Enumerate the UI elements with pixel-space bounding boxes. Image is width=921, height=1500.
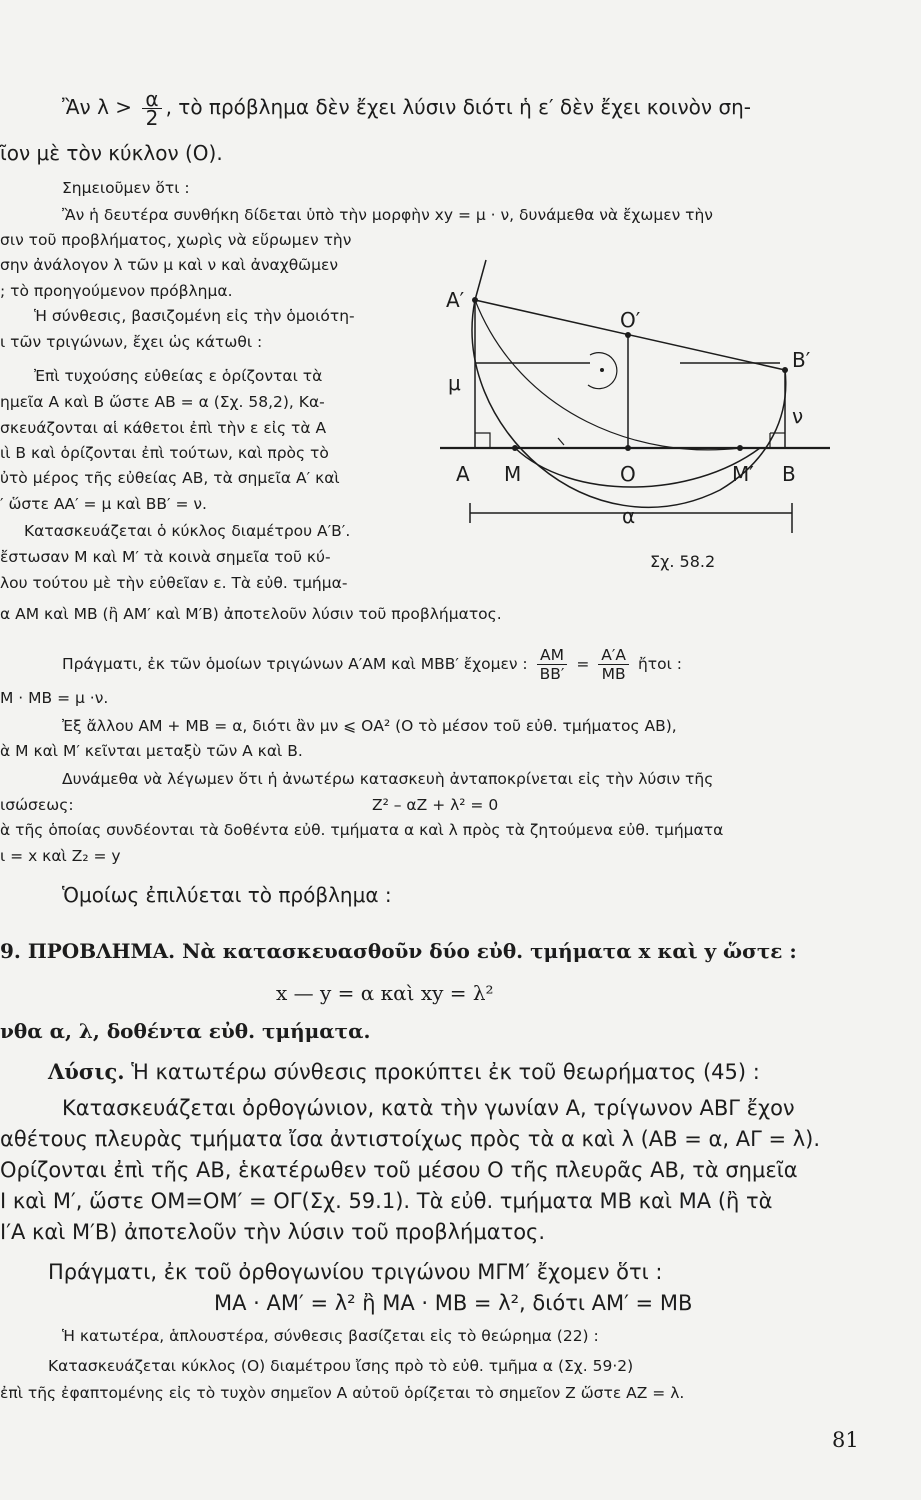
text-line: ὰ Μ καὶ Μ′ κεῖνται μεταξὺ τῶν Α καὶ Β. (0, 742, 303, 760)
text-line: Ἐξ ἄλλου ΑΜ + ΜΒ = α, διότι ἂν μν ⩽ ΟΑ² (Ο τὸ μέσον τοῦ εὐθ. τμήματος ΑΒ), (62, 717, 677, 735)
label-m-prime: Μ′ (732, 462, 754, 486)
text-line: ι τῶν τριγώνων, ἔχει ὡς κάτωθι : (0, 333, 263, 351)
label-o-prime: Ο′ (620, 308, 641, 332)
text-line: ῖον μὲ τὸν κύκλον (Ο). (0, 141, 223, 165)
text-line: σκευάζονται αἱ κάθετοι ἐπὶ τὴν ε εἰς τὰ Α (0, 419, 327, 437)
text-line: Ὁμοίως ἐπιλύεται τὸ πρόβλημα : (62, 883, 392, 907)
text-span: ἤτοι : (637, 655, 682, 673)
text-line: Ἡ σύνθεσις, βασιζομένη εἰς τὴν ὁμοιότη- (34, 307, 355, 325)
text-line: ἔστωσαν Μ καὶ Μ′ τὰ κοινὰ σημεῖα τοῦ κύ- (0, 548, 331, 566)
label-mu: μ (448, 371, 461, 395)
text-line: Ι′Α καὶ Μ′Β) ἀποτελοῦν τὴν λύσιν τοῦ προβλήματος. (0, 1220, 546, 1244)
text-line: ; τὸ προηγούμενον πρόβλημα. (0, 282, 233, 300)
text-line: α ΑΜ καὶ ΜΒ (ἢ ΑΜ′ καὶ Μ′Β) ἀποτελοῦν λύσιν τοῦ προβλήματος. (0, 605, 502, 623)
circle-arc-bottom (515, 448, 760, 487)
text-line: ημεῖα Α καὶ Β ὥστε ΑΒ = α (Σχ. 58,2), Κα- (0, 393, 325, 411)
text-line: λου τούτου μὲ τὴν εὐθεῖαν ε. Τὰ εὐθ. τμήμα- (0, 574, 348, 592)
label-b-prime: Β′ (792, 348, 811, 372)
text-line: σην ἀνάλογον λ τῶν μ καὶ ν καὶ ἀναχθῶμεν (0, 256, 339, 274)
text-line: σιν τοῦ προβλήματος, χωρὶς νὰ εὕρωμεν τὴν (0, 231, 352, 249)
equals-sign: = (576, 655, 590, 673)
fraction (142, 87, 161, 130)
text-line: ισώσεως: (0, 796, 74, 814)
text-line: αθέτους πλευρὰς τμήματα ἴσα ἀντιστοίχως πρὸς τὰ α καὶ λ (ΑΒ = α, ΑΓ = λ). (0, 1127, 821, 1151)
text-line: Ορίζονται ἐπὶ τῆς ΑΒ, ἑκατέρωθεν τοῦ μέσου Ο τῆς πλευρᾶς ΑΒ, τὰ σημεῖα (0, 1158, 798, 1182)
text-span: Ἡ κατωτέρω σύνθεσις προκύπτει ἐκ τοῦ θεωρήματος (45) : (131, 1060, 760, 1084)
fraction-denominator: 2 (145, 106, 159, 130)
fraction-numerator: α (142, 90, 161, 109)
label-m: Μ (504, 462, 522, 486)
text-line (62, 87, 752, 130)
text-line: Ἡ κατωτέρα, ἁπλουστέρα, σύνθεσις βασίζεται εἰς τὸ θεώρημα (22) : (62, 1327, 599, 1345)
text-line: Μ · ΜΒ = μ ·ν. (0, 689, 109, 707)
page-number: 81 (832, 1428, 859, 1452)
solution-label: Λύσις. (48, 1059, 125, 1084)
text-line: Ἐπὶ τυχούσης εὐθείας ε ὁρίζονται τὰ (34, 367, 323, 385)
figure-caption: Σχ. 58.2 (650, 552, 716, 571)
text-line: Κατασκευάζεται ὀρθογώνιον, κατὰ τὴν γωνίαν Α, τρίγωνον ΑΒΓ ἔχον (62, 1096, 795, 1120)
label-a-prime: Α′ (446, 288, 465, 312)
text-line: ὐτὸ μέρος τῆς εὐθείας ΑΒ, τὰ σημεῖα Α′ καὶ (0, 469, 340, 487)
fraction-numerator: ΑΜ (537, 646, 568, 665)
fraction (598, 646, 629, 683)
text-line: Ἂν ἡ δευτέρα συνθήκη δίδεται ὑπὸ τὴν μορφὴν xy = μ · ν, δυνάμεθα νὰ ἔχωμεν τὴν (62, 206, 713, 224)
text-line: Ι καὶ Μ′, ὥστε ΟΜ=ΟΜ′ = ΟΓ(Σχ. 59.1). Τὰ εὐθ. τμήματα ΜΒ καὶ ΜΑ (ἢ τὰ (0, 1189, 773, 1213)
text-line: Κατασκευάζεται ὁ κύκλος διαμέτρου Α′Β′. (24, 522, 351, 540)
text-span: Ἂν λ > (62, 95, 133, 119)
text-line: ′ ὥστε ΑΑ′ = μ καὶ ΒΒ′ = ν. (0, 495, 207, 513)
label-nu: ν (792, 404, 804, 428)
fraction-denominator: ΒΒ′ (539, 665, 565, 683)
text-line: ι = x καὶ Z₂ = y (0, 847, 121, 865)
geometry-figure (440, 255, 840, 575)
text-line: ὰ τῆς ὁποίας συνδέονται τὰ δοθέντα εὐθ. τμήματα α καὶ λ πρὸς τὰ ζητούμενα εὐθ. τμήματα (0, 821, 724, 839)
equation: ΜΑ · ΑΜ′ = λ² ἢ ΜΑ · ΜΒ = λ², διότι ΑΜ′ = ΜΒ (214, 1291, 693, 1315)
label-a: Α (456, 462, 470, 486)
text-line: Δυνάμεθα νὰ λέγωμεν ὅτι ἡ ἀνωτέρω κατασκευὴ ἀνταποκρίνεται εἰς τὴν λύσιν τῆς (62, 770, 714, 788)
fraction-denominator: ΜΒ (601, 665, 626, 683)
text-line: ιὶ Β καὶ ὁρίζονται ἐπὶ τούτων, καὶ πρὸς τὸ (0, 444, 329, 462)
text-line: νθα α, λ, δοθέντα εὐθ. τμήματα. (0, 1019, 371, 1043)
text-line: Πράγματι, ἐκ τοῦ ὀρθογωνίου τριγώνου ΜΓΜ′ ἔχομεν ὅτι : (48, 1260, 663, 1284)
text-span: Πράγματι, ἐκ τῶν ὁμοίων τριγώνων Α′ΑΜ καὶ ΜΒΒ′ ἔχομεν : (62, 655, 528, 673)
equation: x — y = α καὶ xy = λ² (276, 981, 494, 1005)
fraction (537, 646, 568, 683)
label-b: Β (782, 462, 796, 486)
text-line (48, 1058, 760, 1086)
text-line: Κατασκευάζεται κύκλος (Ο) διαμέτρου ἴσης πρὸ τὸ εὐθ. τμῆμα α (Σχ. 59·2) (48, 1357, 634, 1375)
fraction-numerator: Α′Α (598, 646, 629, 665)
text-line: Σημειοῦμεν ὅτι : (62, 179, 190, 197)
problem-heading: 9. ΠΡΟΒΛΗΜΑ. Νὰ κατασκευασθοῦν δύο εὐθ. τμήματα x καὶ y ὥστε : (0, 939, 797, 963)
label-o: Ο (620, 462, 636, 486)
label-alpha: α (622, 504, 636, 528)
equation: Z² – αZ + λ² = 0 (372, 796, 499, 814)
text-span: , τὸ πρόβλημα δὲν ἔχει λύσιν διότι ἡ ε′ δὲν ἔχει κοινὸν ση- (165, 95, 752, 119)
text-line (62, 646, 682, 683)
text-line: ἐπὶ τῆς ἐφαπτομένης εἰς τὸ τυχὸν σημεῖον Α αὐτοῦ ὁρίζεται τὸ σημεῖον Ζ ὥστε ΑΖ = λ. (0, 1384, 685, 1402)
